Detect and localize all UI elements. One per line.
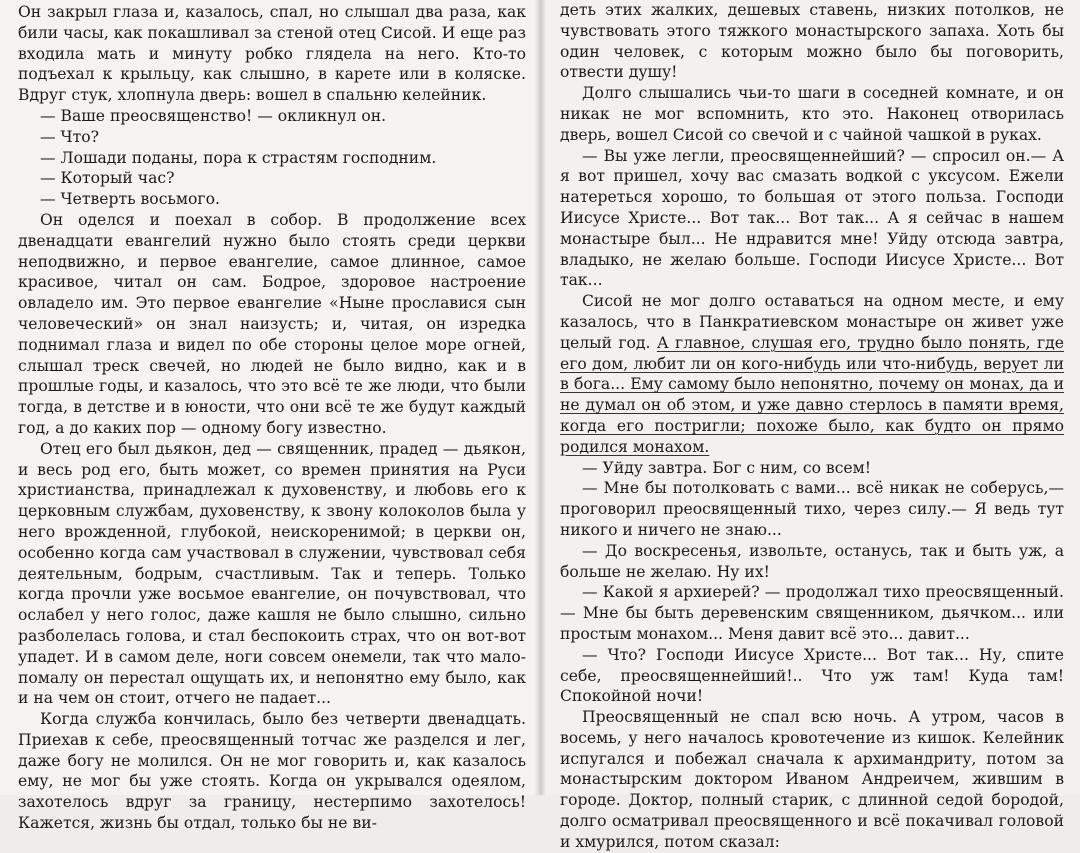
dialogue-line: — Который час? <box>40 169 175 188</box>
paragraph: Отец его был дьякон, дед — священник, прадед — дьякон, и весь род его, быть может, со времен принятия на Руси христианства, принадлежал к духовенству, и любовь его к церковным службам, духовенству, к звону колоколов была у него врожденной, глубокой, неискоренимой; в церкви он, особенно когда сам участвовал в служении, чувствовал себя деятельным, бодрым, счастливым. Так и теперь. Только когда прочли уже восьмое евангелие, он почувствовал, что ослабел у него голос, даже кашля не было слышно, сильно разболелась голова, и стал беспокоить страх, что он вот-вот упадет. И в самом деле, ноги совсем онемели, так что мало-помалу он перестал ощущать их, и непонятно ему было, как и на чем он стоит, отчего не падает... <box>18 439 526 708</box>
paragraph-text: Сисой не мог долго оставаться на одном месте, и ему казалось, что в Панкратиевском монастыре он живет уже целый год. <box>560 292 1064 352</box>
dialogue-line: — Что? Господи Иисусе Христе... Вот так... Ну, спите себе, преосвященнейший!.. Что уж там! Куда там! Спокойной ночи! <box>560 645 1064 706</box>
paragraph: Он оделся и поехал в собор. В продолжение всех двенадцати евангелий нужно было стоять среди церкви неподвижно, и первое евангелие, самое длинное, самое красивое, читал он сам. Бодрое, здоровое настроение овладело им. Это первое евангелие «Ныне прославися сын человеческий» он знал наизусть; и, читая, он изредка поднимал глаза и видел по обе стороны целое море огней, слышал треск свечей, но людей не было видно, как и в прошлые годы, и казалось, что это всё те же люди, что были тогда, в детстве и в юности, что они всё те же будут каждый год, а до каких пор — одному богу известно. <box>18 210 526 437</box>
underlined-passage: А главное, слушая его, трудно было понять, где его дом, любит ли он кого-нибудь или что-нибудь, верует ли в бога... Ему самому было непонятно, почему он монах, да и не думал он об этом, и уже давно стерлось в памяти время, когда его постригли; похоже было, как будто он прямо родился монахом. <box>560 333 1064 456</box>
dialogue-line: — Лошади поданы, пора к страстям господним. <box>40 148 437 167</box>
right-page <box>538 0 1080 851</box>
dialogue-line: — Мне бы потолковать с вами... всё никак не соберусь,— проговорил преосвященный тихо, через силу.— Я ведь тут никого и ничего не знаю... <box>560 479 1064 539</box>
left-page <box>0 0 538 833</box>
dialogue-line: — Ваше преосвященство! — окликнул он. <box>40 106 387 125</box>
dialogue-line: — Какой я архиерей? — продолжал тихо преосвященный.— Мне бы быть деревенским священником, дьячком... или простым монахом... Меня давит всё это... давит... <box>560 583 1064 643</box>
dialogue-line: — Что? <box>40 127 99 146</box>
paragraph: Когда служба кончилась, было без четверти двенадцать. Приехав к себе, преосвященный тотчас же разделся и лег, даже богу не молился. Он не мог говорить и, как казалось ему, не мог бы уже стоять. Когда он укрывался одеялом, захотелось вдруг за границу, нестерпимо захотелось! Кажется, жизнь бы отдал, только бы не ви- <box>18 710 526 833</box>
paragraph-with-underline <box>560 291 1064 457</box>
paragraph: Преосвященный не спал всю ночь. А утром, часов в восемь, у него началось кровотечение из кишок. Келейник испугался и побежал сначала к архимандриту, потом за монастырским доктором Иваном Андреичем, жившим в городе. Доктор, полный старик, с длинной седой бородой, долго осматривал преосвященного и всё покачивал головой и хмурился, потом сказал: <box>560 708 1064 851</box>
dialogue-line: — Четверть восьмого. <box>40 190 220 209</box>
paragraph: Долго слышались чьи-то шаги в соседней комнате, и он никак не мог вспомнить, кто это. Наконец отворилась дверь, вошел Сисой со свечой и с чайной чашкой в руках. <box>560 84 1064 144</box>
dialogue-line: — До воскресенья, извольте, останусь, так и быть уж, а больше не желаю. Ну их! <box>560 541 1064 581</box>
paragraph: Он закрыл глаза и, казалось, спал, но слышал два раза, как били часы, как покашливал за стеной отец Сисой. И еще раз входила мать и минуту робко глядела на него. Кто-то подъехал к крыльцу, как слышно, в карете или в коляске. Вдруг стук, хлопнула дверь: вошел в спальню келейник. <box>18 3 526 105</box>
dialogue-line: — Уйду завтра. Бог с ним, со всем! <box>582 458 872 477</box>
dialogue-line: — Вы уже легли, преосвященнейший? — спросил он.— А я вот пришел, хочу вас смазать водкой с уксусом. Ежели натереться хорошо, то большая от этого польза. Господи Иисусе Христе... Вот так... Вот так... А я сейчас в нашем монастыре был... Не ндравится мне! Уйду отсюда завтра, владыко, не желаю больше. Господи Иисусе Христе... Вот так... <box>560 146 1064 290</box>
paragraph: деть этих жалких, дешевых ставень, низких потолков, не чувствовать этого тяжкого монастырского запаха. Хоть бы один человек, с которым можно было бы поговорить, отвести душу! <box>560 1 1064 82</box>
